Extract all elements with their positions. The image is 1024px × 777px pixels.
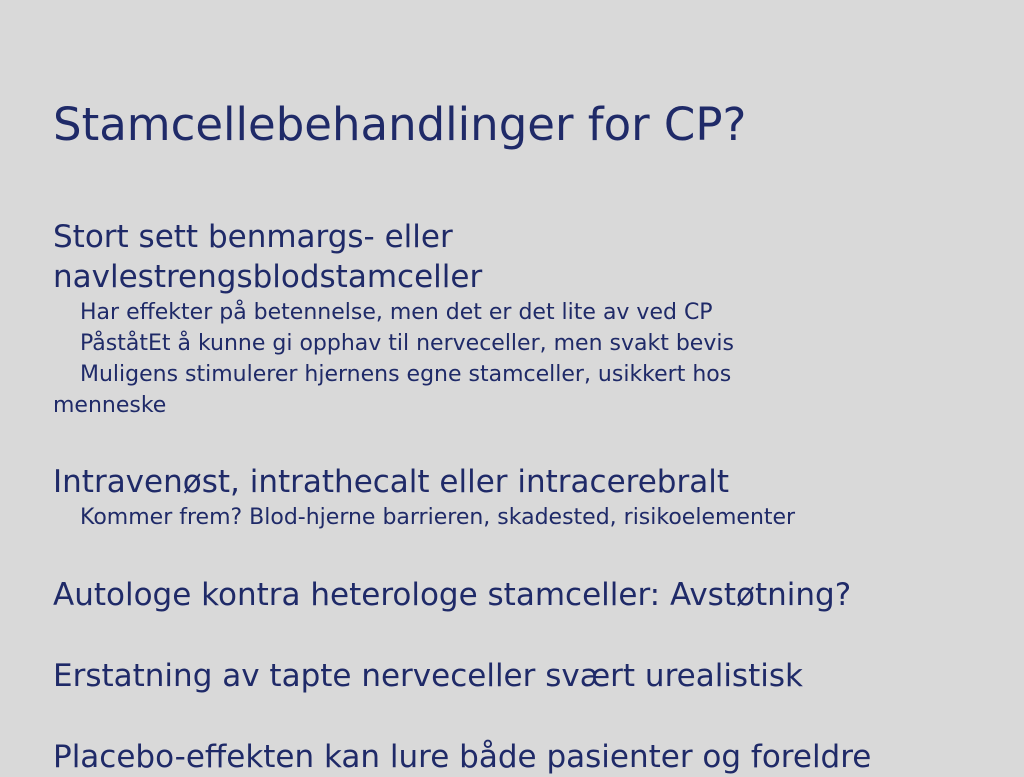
sub-bullet-1-1: Har effekter på betennelse, men det er det lite av ved CP bbox=[80, 300, 713, 325]
slide-title: Stamcellebehandlinger for CP? bbox=[53, 98, 747, 151]
bullet-2: Intravenøst, intrathecalt eller intracerebralt bbox=[53, 464, 729, 500]
bullet-4: Erstatning av tapte nerveceller svært urealistisk bbox=[53, 658, 803, 694]
bullet-3: Autologe kontra heterologe stamceller: Avstøtning? bbox=[53, 577, 852, 613]
bullet-5: Placebo-effekten kan lure både pasienter og foreldre bbox=[53, 739, 872, 775]
sub-bullet-2-1: Kommer frem? Blod-hjerne barrieren, skadested, risikoelementer bbox=[80, 505, 796, 530]
sub-bullet-1-2: PåståtEt å kunne gi opphav til nerveceller, men svakt bevis bbox=[80, 331, 734, 356]
sub-bullet-1-3-line-1: Muligens stimulerer hjernens egne stamceller, usikkert hos bbox=[80, 362, 732, 387]
bullet-1-line-1: Stort sett benmargs- eller bbox=[53, 219, 453, 255]
bullet-1-line-2: navlestrengsblodstamceller bbox=[53, 259, 483, 295]
sub-bullet-1-3-line-2: menneske bbox=[53, 393, 167, 418]
